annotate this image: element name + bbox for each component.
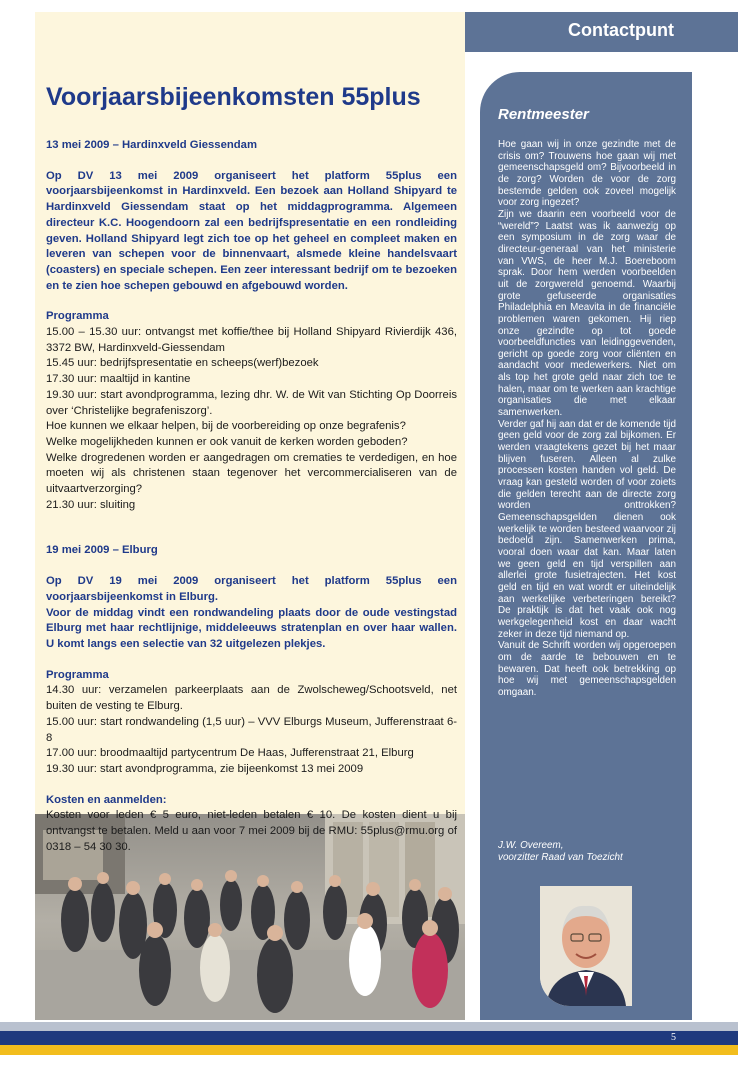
article-title: Voorjaarsbijeenkomsten 55plus — [46, 83, 421, 111]
event2-program-heading: Programma — [46, 668, 109, 681]
event1-program-line: 15.00 – 15.30 uur: ontvangst met koffie/thee bij Holland Shipyard Rivierdijk 436, 3372 BW, Hardinxveld-Giessendam — [46, 326, 457, 354]
event2-heading: 19 mei 2009 – Elburg — [46, 544, 158, 557]
event1-program-line: Hoe kunnen we elkaar helpen, bij de voorbereiding op onze begrafenis? — [46, 420, 406, 433]
event1-program-line: Welke mogelijkheden kunnen er ook vanuit de kerken worden geboden? — [46, 435, 408, 448]
event2-intro-walk: Voor de middag vindt een rondwandeling plaats door de oude vestingstad Elburg met haar rechtlijnige, middeleeuws stratenplan en over haar wallen. U komt langs een selectie van 32 uitgelezen plekjes. — [46, 606, 457, 650]
sidebar-paragraph: Hoe gaan wij in onze gezindte met de crisis om? Trouwens hoe gaan wij met gemeenschapsgeld om? Bijvoorbeeld in de zorg? Worden de voor de zorg bestemde gelden ook zoveel mogelijk voor zorg ingezet? — [498, 139, 676, 209]
article — [46, 82, 457, 855]
event2-intro: Op DV 19 mei 2009 organiseert het platform 55plus een voorjaarsbijeenkomst in Elburg. — [46, 575, 457, 603]
sidebar-body — [498, 139, 676, 699]
sidebar-paragraph: Vanuit de Schrift worden wij opgeroepen om de aarde te bebouwen en te bewaren. Dat heeft ook betrekking op hoe wij met gemeenschapsgelden omgaan. — [498, 640, 676, 698]
signature-name: J.W. Overeem, — [498, 840, 564, 851]
event2-program-line: 14.30 uur: verzamelen parkeerplaats aan de Zwolscheweg/Schootsveld, net buiten de vesting te Elburg. — [46, 684, 457, 713]
signature-role: voorzitter Raad van Toezicht — [498, 852, 623, 863]
event2-program-line: 17.00 uur: broodmaaltijd partycentrum De Haas, Jufferenstraat 21, Elburg — [46, 747, 414, 760]
sidebar-paragraph: Verder gaf hij aan dat er de komende tijd geen geld voor de zorg zal bijkomen. Er werden vraagtekens gezet bij het maar blijven fuseren. Alleen al zulke processen kosten handen vol geld. De vraag kan gesteld worden of voor zoiets die gelden terecht aan de directe zorg worden onttrokken? Gemeenschapsgelden dienen ook werkelijk te worden besteed waarvoor zij bedoeld zijn. Samenwerken prima, vooral doen waar dat kan. Maar laten we geen geld en tijd verspillen aan allerlei grote fusietrajecten. Het kost geld en tijd en wat wordt er uiteindelijk aan werkelijke verbeteringen bereikt? De praktijk is dat het vaak ook nog werkgelegenheid kost en daar wacht zeker in deze tijd niemand op. — [498, 418, 676, 640]
footer-band-yellow — [0, 1045, 738, 1055]
costs-text: Kosten voor leden € 5 euro, niet-leden betalen € 10. De kosten dient u bij ontvangst te betalen. Meld u aan voor 7 mei 2009 bij de RMU: 55plus@rmu.org of 0318 – 54 30 30. — [46, 809, 457, 853]
event1-program-line: 21.30 uur: sluiting — [46, 498, 136, 511]
event1-heading: 13 mei 2009 – Hardinxveld Giessendam — [46, 139, 257, 151]
sidebar-paragraph: Zijn we daarin een voorbeeld voor de “wereld”? Laatst was ik aanwezig op een symposium in de zorg waar de directeur-generaal van het ministerie van VWS, de heer M.J. Boereboom sprak. Door hem werden voorbeelden uit de zorgwereld genoemd. Waarbij grote gefuseerde organisaties Philadelphia en Meavita in de financiële problemen waren gekomen. Hij riep onze gezindte op tot goede voorbeeldfuncties van leidinggevenden, gericht op goede zorg voor cliënten en aandacht voor medewerkers. Niet om als top het grote geld naar zich toe te halen, maar om te werken aan krachtige organisaties die met elkaar samenwerken. — [498, 208, 676, 419]
portrait-photo — [540, 886, 632, 1006]
footer-band-gray — [0, 1022, 738, 1031]
footer-band-navy — [0, 1031, 738, 1045]
event1-program-line: 15.45 uur: bedrijfspresentatie en scheeps(werf)bezoek — [46, 357, 319, 370]
sidebar-title: Rentmeester — [498, 106, 589, 123]
page-number: 5 — [671, 1032, 676, 1043]
section-label: Contactpunt — [568, 20, 674, 40]
event1-program-line: 19.30 uur: start avondprogramma, lezing dhr. W. de Wit van Stichting Op Doorreis over ‘Christelijke begrafeniszorg’. — [46, 388, 457, 417]
event1-intro: Op DV 13 mei 2009 organiseert het platform 55plus een voorjaarsbijeenkomst in Hardinxveld. Een bezoek aan Holland Shipyard te Hardinxveld Giessendam staat op het middagprogramma. Algemeen directeur K.C. Hoogendoorn zal een bedrijfspresentatie en een rondleiding geven. Holland Shipyard legt zich toe op het geheel en compleet maken en leveren van schepen voor de binnenvaart, alsmede kleine handelsvaart (coasters) en speciale schepen. Een zeer interessant bedrijf om te bezoeken en te zien hoe schepen gebouwd en afgebouwd worden. — [46, 169, 457, 292]
signature — [498, 840, 678, 864]
event2-program-line: 19.30 uur: start avondprogramma, zie bijeenkomst 13 mei 2009 — [46, 762, 364, 775]
author-portrait — [540, 886, 632, 1006]
costs-heading: Kosten en aanmelden: — [46, 793, 167, 806]
event1-program-line: Welke drogredenen worden er aangedragen om crematies te verdedigen, en hoe moeten wij als christenen staan tegenover het vercommercialiseren van de uitvaartverzorging? — [46, 451, 457, 496]
event1-program-line: 17.30 uur: maaltijd in kantine — [46, 373, 191, 386]
event2-program-line: 15.00 uur: start rondwandeling (1,5 uur) – VVV Elburgs Museum, Jufferenstraat 6-8 — [46, 715, 457, 744]
event1-program-heading: Programma — [46, 310, 109, 323]
